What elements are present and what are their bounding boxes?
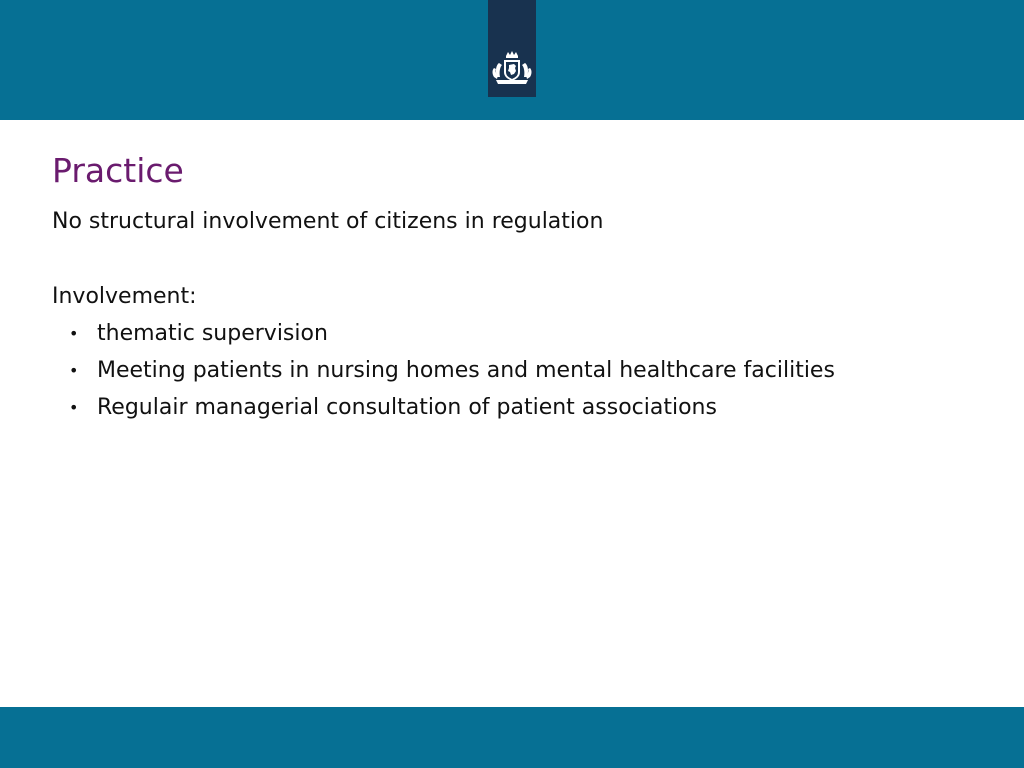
list-item <box>52 393 872 423</box>
header-band <box>0 0 1024 120</box>
bullet-text: Regulair managerial consultation of patient associations <box>97 395 717 420</box>
footer-band <box>0 707 1024 768</box>
bullet-text: Meeting patients in nursing homes and mental healthcare facilities <box>97 358 835 383</box>
involvement-list <box>52 319 872 430</box>
involvement-label: Involvement: <box>52 284 197 309</box>
logo-block <box>488 0 536 97</box>
bullet-marker: • <box>69 324 79 343</box>
intro-text: No structural involvement of citizens in regulation <box>52 209 604 234</box>
bullet-marker: • <box>69 361 79 380</box>
bullet-text: thematic supervision <box>97 321 328 346</box>
bullet-marker: • <box>69 398 79 417</box>
slide-title: Practice <box>52 151 184 190</box>
coat-of-arms-icon <box>490 50 534 88</box>
list-item <box>52 356 872 386</box>
list-item <box>52 319 872 349</box>
